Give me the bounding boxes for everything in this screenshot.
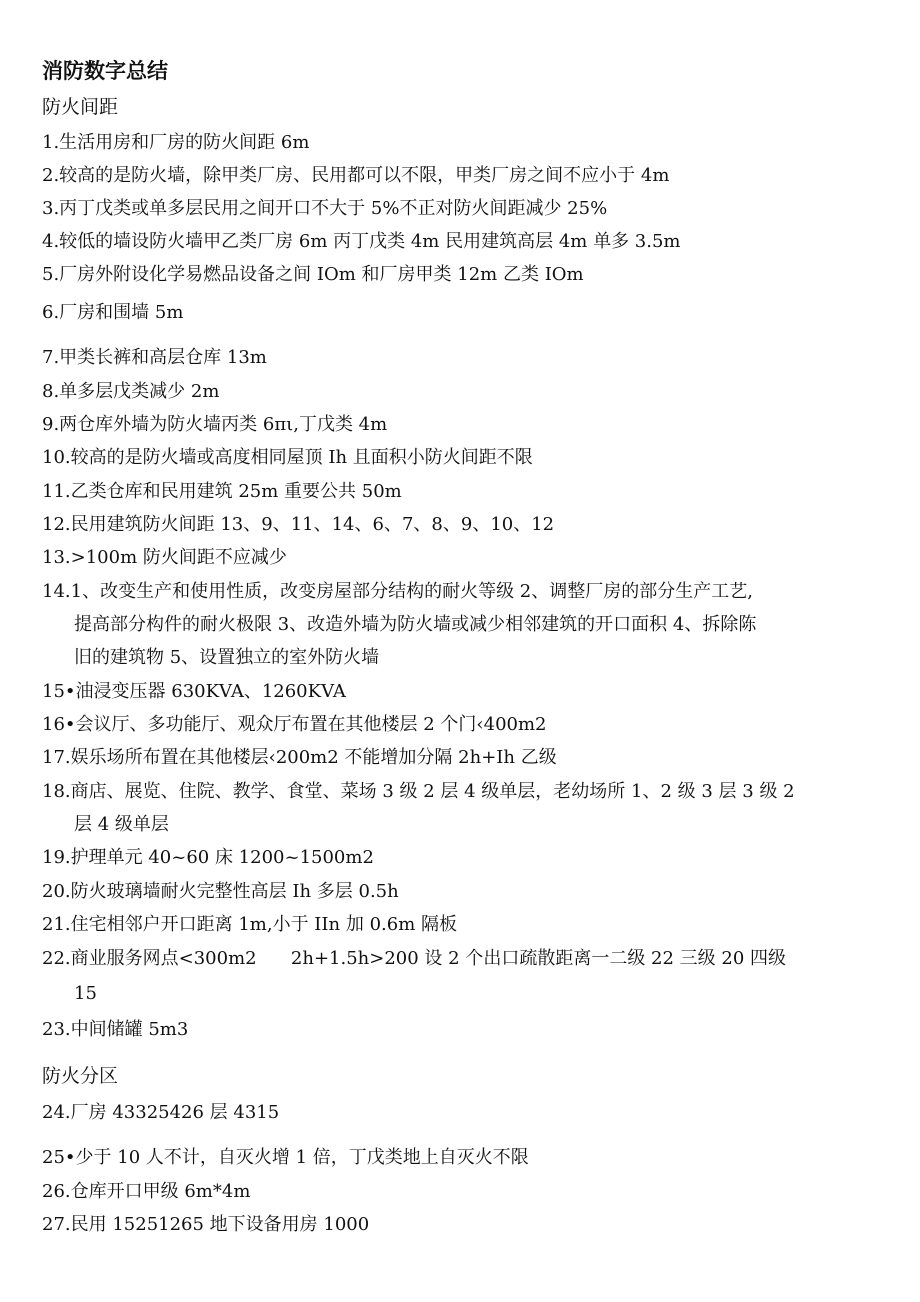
section-heading-fire-spacing: 防火间距 — [42, 96, 119, 118]
list-item-27: 27.民用 15251265 地下设备用房 1000 — [42, 1214, 370, 1235]
list-item-22-continuation: 15 — [74, 983, 97, 1004]
list-item-17: 17.娱乐场所布置在其他楼层‹200m2 不能增加分隔 2h+Ih 乙级 — [42, 747, 557, 768]
list-item-12: 12.民用建筑防火间距 13、9、11、14、6、7、8、9、10、12 — [42, 514, 555, 535]
list-item-14-continuation: 旧的建筑物 5、设置独立的室外防火墙 — [74, 647, 380, 668]
list-item-20: 20.防火玻璃墙耐火完整性高层 Ih 多层 0.5h — [42, 881, 399, 902]
list-item-16: 16•会议厅、多功能厅、观众厅布置在其他楼层 2 个门‹400m2 — [42, 714, 547, 735]
list-item-14: 14.1、改变生产和使用性质，改变房屋部分结构的耐火等级 2、调整厂房的部分生产工艺, — [42, 581, 753, 602]
list-item-24: 24.厂房 43325426 层 4315 — [42, 1102, 280, 1123]
list-item-26: 26.仓库开口甲级 6m*4m — [42, 1181, 251, 1202]
list-item-4: 4.较低的墙设防火墙甲乙类厂房 6m 丙丁戊类 4m 民用建筑高层 4m 单多 3.5m — [42, 231, 681, 252]
list-item-15: 15•油浸变压器 630KVA、1260KVA — [42, 681, 346, 702]
list-item-14-continuation: 提高部分构件的耐火极限 3、改造外墙为防火墙或减少相邻建筑的开口面积 4、拆除陈 — [74, 614, 757, 635]
list-item-19: 19.护理单元 40~60 床 1200~1500m2 — [42, 847, 374, 868]
document-title: 消防数字总结 — [42, 59, 168, 83]
list-item-8: 8.单多层戊类减少 2m — [42, 381, 220, 402]
section-heading-fire-compartment: 防火分区 — [42, 1065, 119, 1087]
list-item-22: 22.商业服务网点<300m2 2h+1.5h>200 设 2 个出口疏散距离一二级 22 三级 20 四级 — [42, 948, 787, 969]
list-item-25: 25•少于 10 人不计，自灭火增 1 倍，丁戊类地上自灭火不限 — [42, 1147, 529, 1168]
list-item-11: 11.乙类仓库和民用建筑 25m 重要公共 50m — [42, 481, 402, 502]
list-item-18-continuation: 层 4 级单层 — [74, 814, 169, 835]
list-item-21: 21.住宅相邻户开口距离 1m,小于 IIn 加 0.6m 隔板 — [42, 914, 457, 935]
list-item-9: 9.两仓库外墙为防火墙丙类 6πι,丁戊类 4m — [42, 414, 388, 435]
list-item-1: 1.生活用房和厂房的防火间距 6m — [42, 132, 310, 153]
list-item-10: 10.较高的是防火墙或高度相同屋顶 Ih 且面积小防火间距不限 — [42, 447, 533, 468]
list-item-6: 6.厂房和围墙 5m — [42, 302, 184, 323]
list-item-23: 23.中间储罐 5m3 — [42, 1019, 189, 1040]
list-item-18: 18.商店、展览、住院、教学、食堂、菜场 3 级 2 层 4 级单层，老幼场所 1、2 级 3 层 3 级 2 — [42, 781, 795, 802]
list-item-7: 7.甲类长裤和高层仓库 13m — [42, 347, 267, 368]
list-item-3: 3.丙丁戊类或单多层民用之间开口不大于 5%不正对防火间距减少 25% — [42, 198, 608, 219]
list-item-5: 5.厂房外附设化学易燃品设备之间 IOm 和厂房甲类 12m 乙类 IOm — [42, 264, 584, 285]
list-item-13: 13.>100m 防火间距不应减少 — [42, 547, 287, 568]
list-item-2: 2.较高的是防火墙，除甲类厂房、民用都可以不限，甲类厂房之间不应小于 4m — [42, 165, 670, 186]
